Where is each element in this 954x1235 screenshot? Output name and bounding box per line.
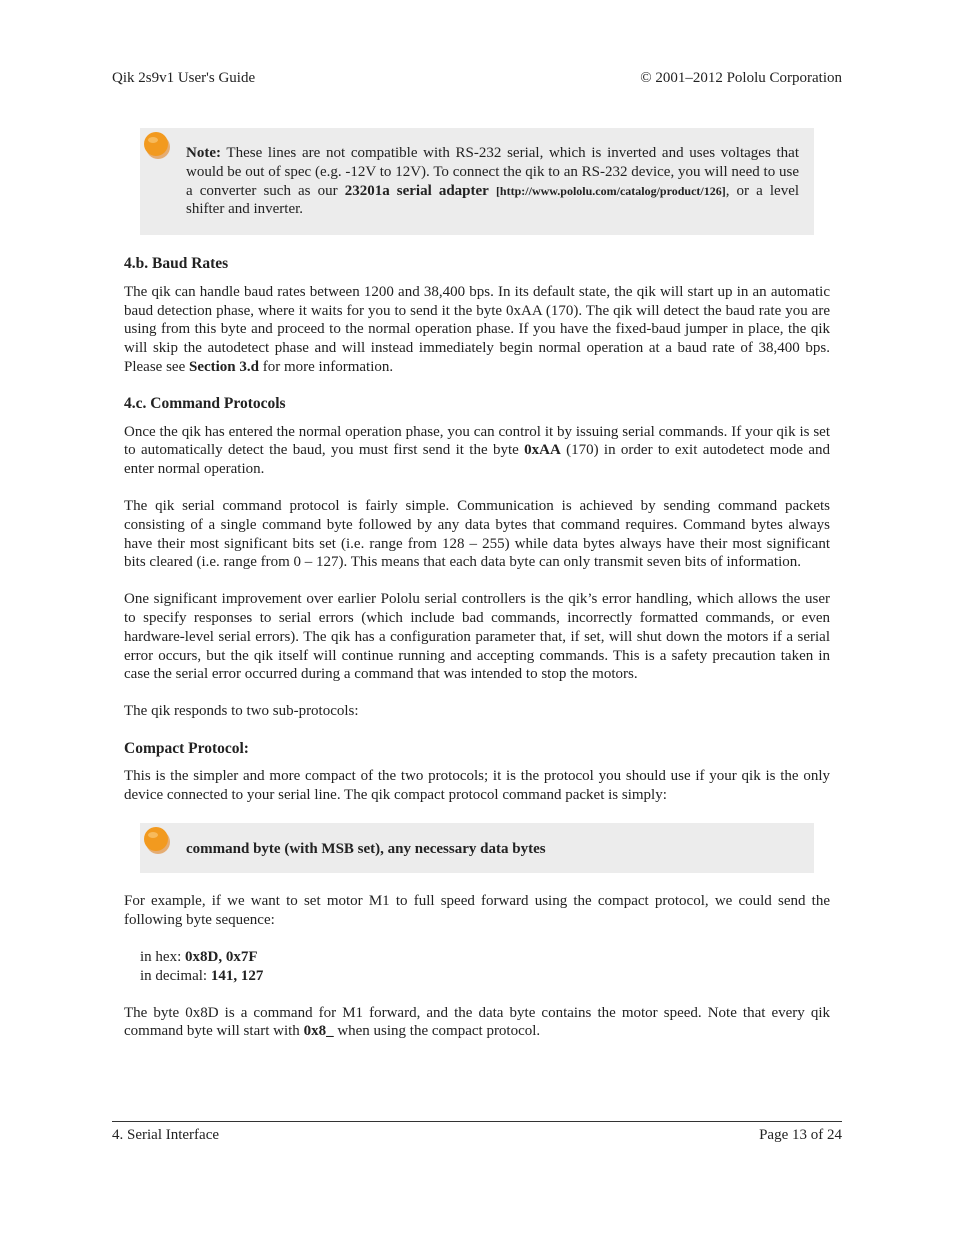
page-header <box>112 70 842 90</box>
footer-section-name: 4. Serial Interface <box>112 1127 220 1143</box>
packet-orange-circle-icon <box>142 825 172 855</box>
byte-sequence <box>140 948 830 986</box>
page-content <box>124 128 830 1041</box>
command-paragraph-1: Once the qik has entered the normal operation phase, you can control it by issuing serial commands. If your qik is set to automatically detect the baud, you must first send it the byte 0xAA (170) in order to exit autodetect mode and enter normal operation. <box>124 423 830 478</box>
serial-adapter-link[interactable]: 23201a serial adapter <box>344 182 489 199</box>
compact-packet-format: command byte (with MSB set), any necessary data bytes <box>186 840 546 857</box>
compact-packet-box <box>140 823 814 873</box>
note-text: Note: These lines are not compatible with RS-232 serial, which is inverted and uses voltages that would be out of spec (e.g. -12V to 12V). To connect the qik to an RS-232 device, you will need to use a converter such as our 23201a serial adapter [http://www.pololu.com/catalog/product/126], or a level shifter and inverter. <box>186 145 800 218</box>
footer-rule <box>112 1121 842 1122</box>
compact-paragraph-1: This is the simpler and more compact of the two protocols; it is the protocol you should use if your qik is the only device connected to your serial line. The qik compact protocol command packet is simply: <box>124 767 830 803</box>
page-footer <box>112 1127 842 1147</box>
compact-paragraph-3: The byte 0x8D is a command for M1 forward, and the data byte contains the motor speed. Note that every qik command byte will start with 0x8_ when using the compact protocol. <box>124 1004 830 1040</box>
header-copyright: © 2001–2012 Pololu Corporation <box>640 70 842 86</box>
section-heading-compact-protocol: Compact Protocol: <box>124 739 249 757</box>
note-orange-circle-icon <box>142 130 172 160</box>
section-heading-baud-rates: 4.b. Baud Rates <box>124 255 229 272</box>
section-3d-link[interactable]: Section 3.d <box>188 358 259 375</box>
section-heading-command-protocols: 4.c. Command Protocols <box>124 394 286 412</box>
header-doc-title: Qik 2s9v1 User's Guide <box>112 70 256 86</box>
decimal-value: 141, 127 <box>210 967 264 984</box>
baud-paragraph: The qik can handle baud rates between 1200 and 38,400 bps. In its default state, the qik will start up in an automatic baud detection phase, where it waits for you to send it the byte 0xAA (170). The qik will detect the baud rate you are using from this byte and proceed to the normal operation phase. If you have the fixed-baud jumper in place, the qik will skip the autodetect phase and will instead immediately begin normal operation at a baud rate of 38,400 bps. Please see Section 3.d for more information. <box>124 283 830 375</box>
command-paragraph-4: The qik responds to two sub-protocols: <box>124 703 359 720</box>
command-paragraph-2: The qik serial command protocol is fairly simple. Communication is achieved by sending command packets consisting of a single command byte followed by any data bytes that command requires. Command bytes always have their most significant bits set (i.e. range from 128 – 255) while data bytes always have their most significant bits cleared (i.e. range from 0 – 127). This means that each data byte can only transmit seven bits of information. <box>124 497 830 571</box>
command-paragraph-3: One significant improvement over earlier Pololu serial controllers is the qik’s error handling, which allows the user to specify responses to serial errors (which include bad commands, incorrectly formatted commands, or even hardware-level serial errors). The qik has a configuration parameter that, if set, will shut down the motors if a serial error occurs, but the qik itself will continue running and accepting commands. This is a safety precaution taken in case the serial error occurred during a command that was intended to stop the motors. <box>124 591 830 683</box>
hex-line: in hex: 0x8D, 0x7F <box>140 948 258 965</box>
hex-value: 0x8D, 0x7F <box>185 948 258 965</box>
note-box <box>140 128 814 235</box>
note-label: Note: <box>186 145 221 161</box>
decimal-line: in decimal: 141, 127 <box>140 967 264 984</box>
compact-paragraph-2: For example, if we want to set motor M1 to full speed forward using the compact protocol, we could send the following byte sequence: <box>124 893 830 929</box>
footer-page-number: Page 13 of 24 <box>759 1127 842 1143</box>
serial-adapter-url[interactable]: [http://www.pololu.com/catalog/product/126] <box>495 183 726 198</box>
